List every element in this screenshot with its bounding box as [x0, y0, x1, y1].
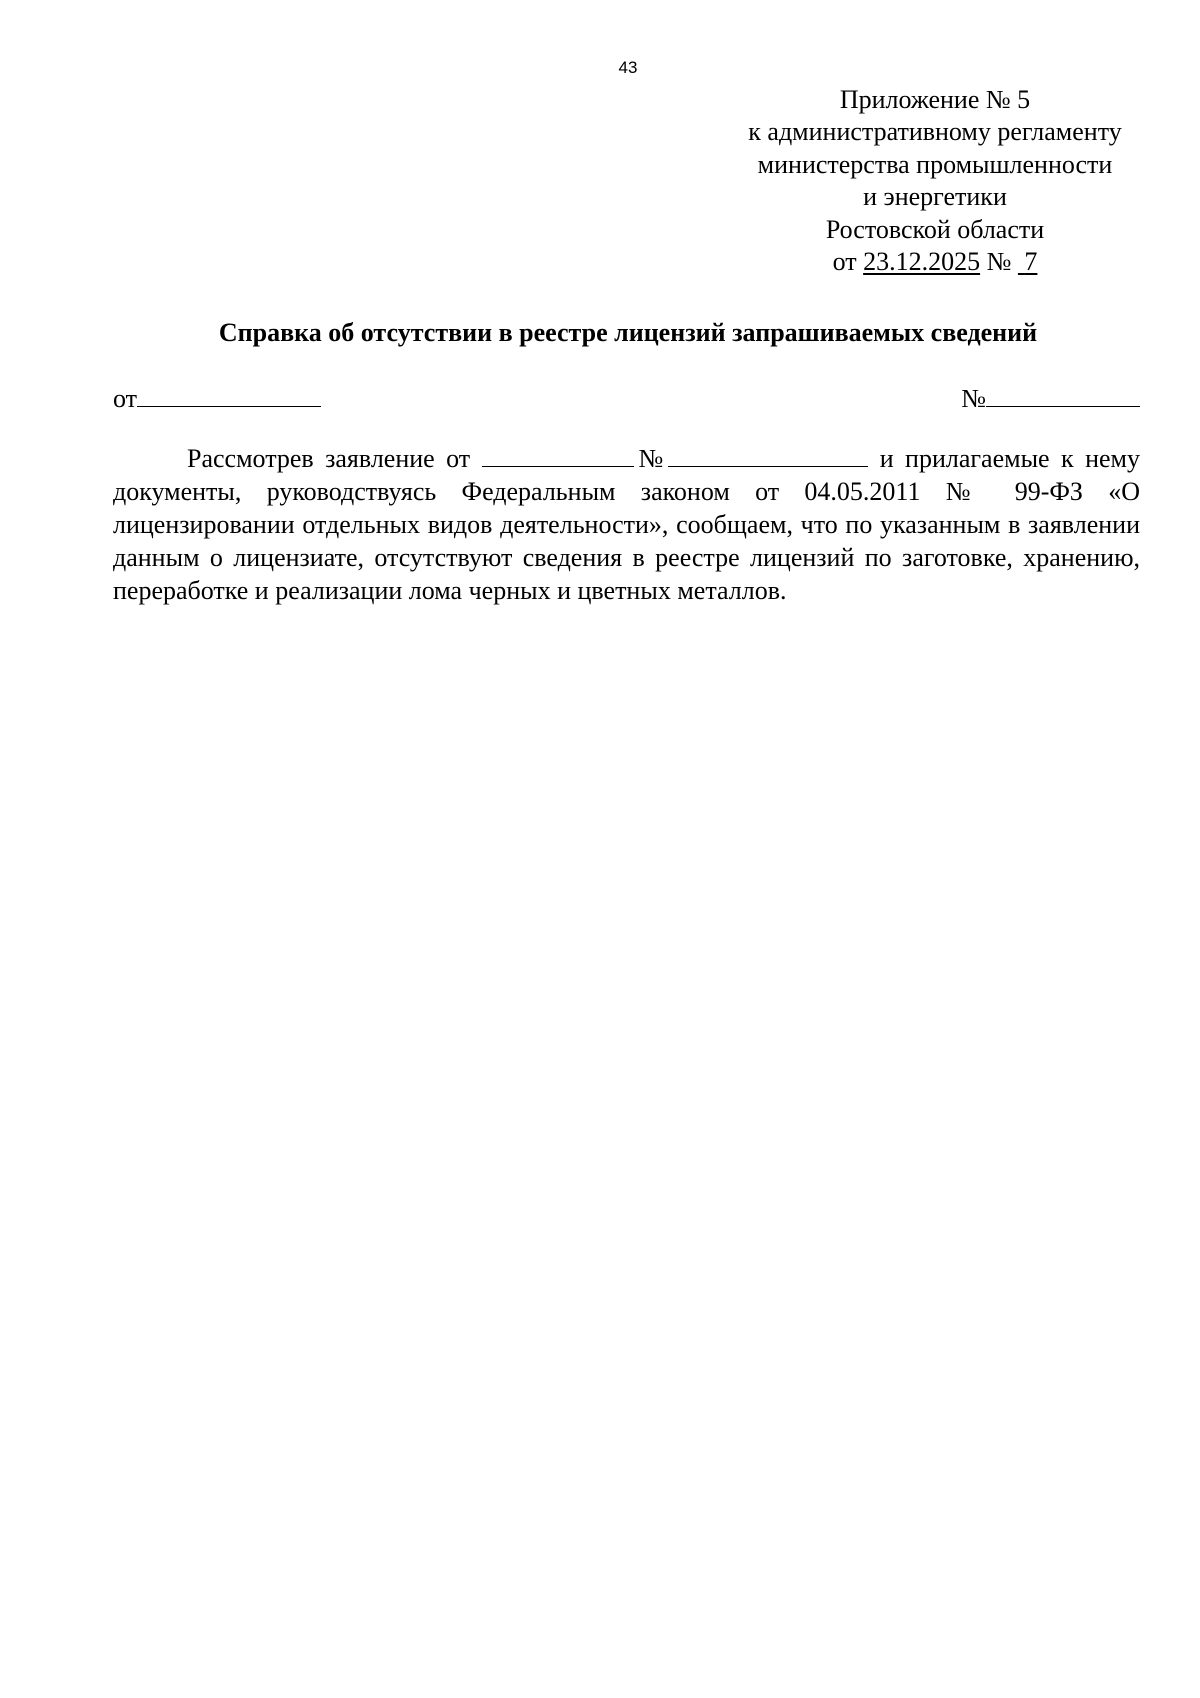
appendix-line-1: Приложение № 5: [839, 85, 1031, 114]
application-date-blank: [482, 442, 634, 467]
appendix-number-sign: №: [986, 247, 1012, 277]
certificate-date-blank: [137, 380, 321, 407]
certificate-date-field: [113, 380, 321, 414]
certificate-date-label: от: [113, 384, 138, 413]
body-paragraph: [113, 442, 1140, 607]
appendix-line-4: и энергетики: [863, 182, 1007, 212]
application-number-sign: №: [633, 444, 669, 473]
appendix-date-prefix: от: [832, 247, 857, 277]
appendix-line-5: Ростовской области: [825, 214, 1045, 244]
appendix-number: 7: [1024, 247, 1038, 277]
certificate-number-label: №: [961, 384, 986, 413]
document-title: Справка об отсутствии в реестре лицензий запрашиваемых сведений: [218, 318, 1038, 347]
certificate-number-blank: [986, 380, 1140, 407]
appendix-header: [700, 84, 1170, 278]
body-text-part-2: и прилагаемые к нему документы, руководствуясь Федеральным законом от 04.05.2011 № 99-ФЗ «О лицензировании отдельных видов деятельности», сообщаем, что по указанным в заявлении данным о лицензиате, отсутствуют сведения в реестре лицензий по заготовке, хранению, переработке и реализации лома черных и цветных металлов.: [113, 444, 1140, 605]
appendix-line-2: к административному регламенту: [748, 117, 1122, 147]
page-number: 43: [618, 58, 638, 77]
body-text-part-1: Рассмотрев заявление от: [187, 444, 471, 473]
appendix-date-line: [700, 246, 1170, 278]
appendix-line-3: министерства промышленности: [757, 149, 1113, 179]
certificate-number-field: [961, 380, 1140, 414]
appendix-date: 23.12.2025: [863, 247, 981, 277]
application-number-blank: [668, 442, 868, 467]
certificate-date-number-row: [113, 380, 1140, 416]
